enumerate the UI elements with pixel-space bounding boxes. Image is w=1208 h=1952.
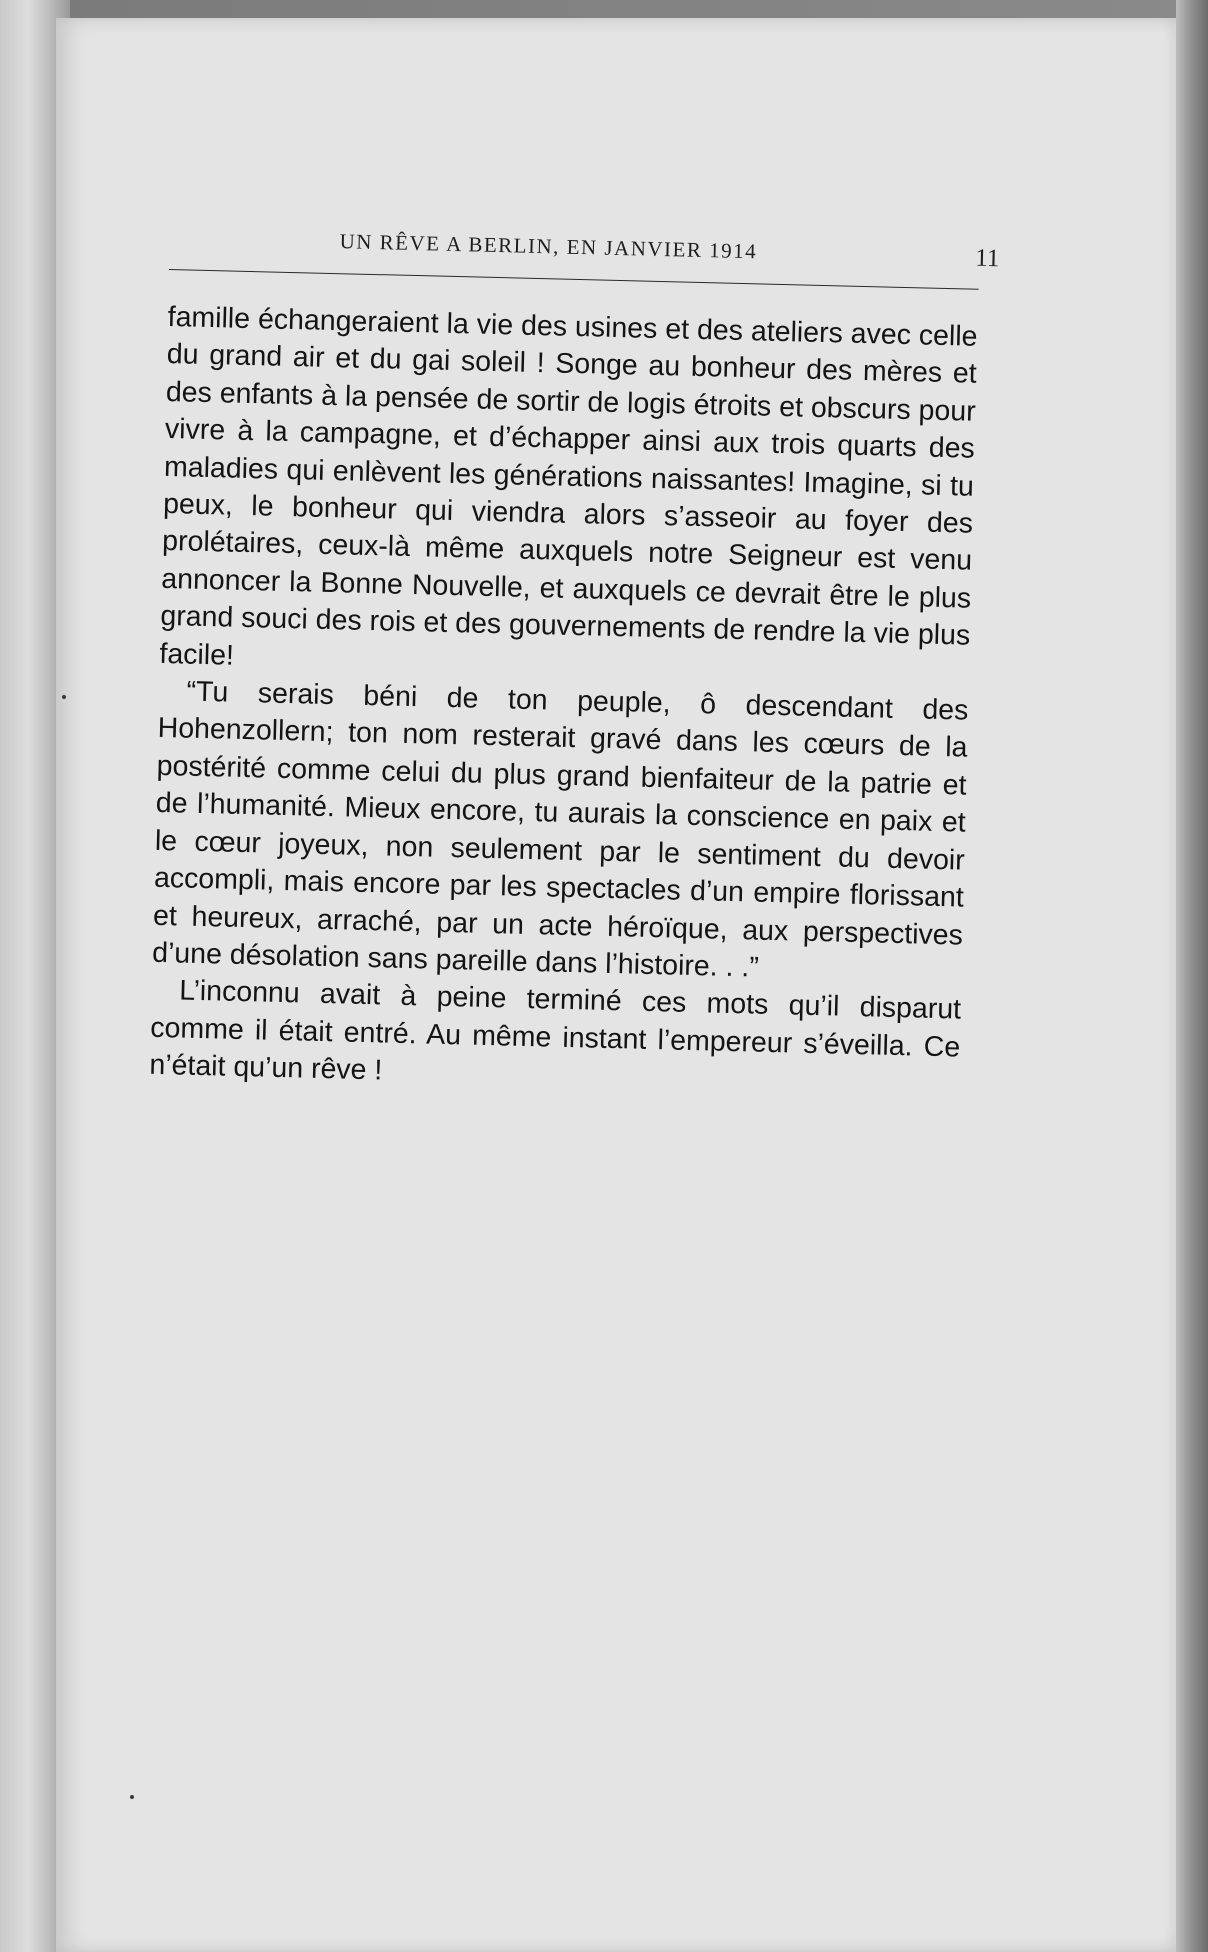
- dust-speck: [130, 1795, 134, 1799]
- running-title: UN RÊVE A BERLIN, EN JANVIER 1914: [339, 229, 758, 264]
- paragraph-continuation: famille échangeraient la vie des usines et des ateliers avec celle du grand air et du gai soleil ! Songe au bonheur des mères et des enfants à la pensée de sortir de logis étroits et obscurs pour vivre à la campagne, et d’échapper ainsi aux trois quarts des maladies qui enlèvent les générations naissantes! Imagine, si tu peux, le bonheur qui viendra alors s’asseoir au foyer des prolétaires, ceux-là même auxquels notre Seigneur est venu annoncer la Bonne Nouvelle, et auxquels ce devrait être le plus grand souci des rois et des gouvernements de rendre la vie plus facile!: [159, 300, 978, 672]
- paragraph-quote: “Tu serais béni de ton peuple, ô descendant des Hohenzollern; ton nom resterait gravé dans les cœurs de la postérité comme celui du plus grand bienfaiteur de la patrie et de l’humanité. Mieux encore, tu aurais la conscience en paix et le cœur joyeux, non seulement par le sentiment du devoir accompli, mais encore par les spectacles d’un empire florissant et heureux, arraché, par un acte héroïque, aux perspectives d’une désolation sans pareille dans l’histoire. . .”: [151, 675, 969, 984]
- paragraph-ending: L’inconnu avait à peine terminé ces mots qu’il disparut comme il était entré. Au même instant l’empereur s’éveilla. Ce n’était qu’un rêve !: [149, 974, 962, 1087]
- dust-speck: [62, 695, 66, 699]
- body-text: [149, 299, 978, 1104]
- header-rule: [169, 269, 979, 290]
- page-content: [149, 225, 1010, 1105]
- page-edge-shadow: [1176, 0, 1208, 1952]
- page-number: 11: [975, 244, 1000, 273]
